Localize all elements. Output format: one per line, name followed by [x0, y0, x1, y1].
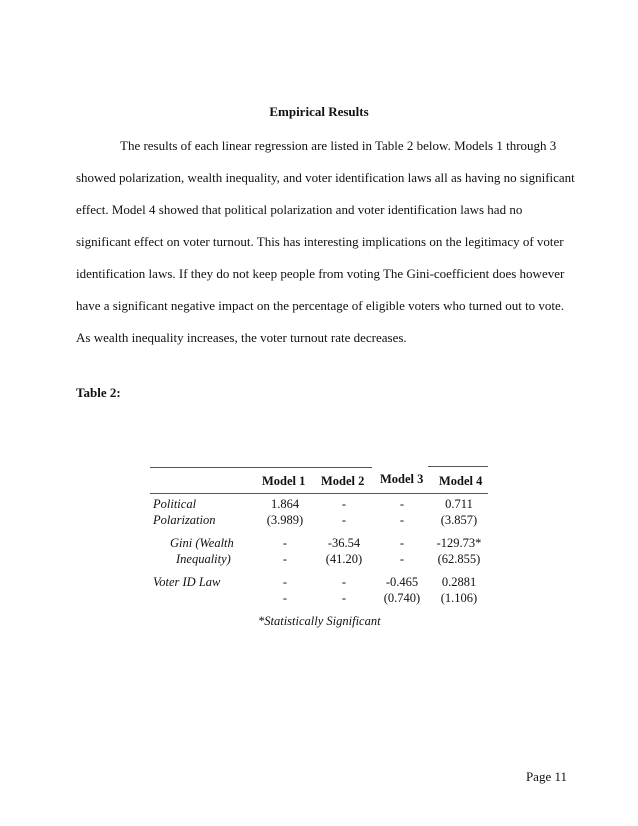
cell-se: (3.857) [440, 513, 478, 527]
column-header-model-3: Model 3 [380, 472, 424, 486]
section-heading: Empirical Results [269, 104, 369, 119]
cell-coef: - [399, 497, 405, 511]
row-label-voter-id: Voter ID Law [153, 575, 221, 589]
cell-se: - [399, 552, 405, 566]
cell-coef: -0.465 [385, 575, 419, 589]
table-label: Table 2: [76, 385, 121, 400]
cell-coef: - [341, 575, 347, 589]
cell-se: - [341, 513, 347, 527]
cell-coef: 0.2881 [441, 575, 477, 589]
cell-coef: 1.864 [270, 497, 300, 511]
table-top-rule-right [428, 466, 488, 467]
cell-se: (41.20) [325, 552, 363, 566]
row-label-political: Polarization [153, 513, 216, 527]
cell-se: - [341, 591, 347, 605]
cell-se: - [282, 552, 288, 566]
page-number: Page 11 [525, 769, 567, 784]
column-header-model-2: Model 2 [321, 474, 365, 488]
paragraph-line: showed polarization, wealth inequality, and voter identification laws all as having no significant [76, 170, 575, 185]
cell-se: - [282, 591, 288, 605]
paragraph-line: significant effect on voter turnout. This has interesting implications on the legitimacy of voter [76, 234, 564, 249]
table-header-rule [150, 493, 488, 494]
paragraph-line: The results of each linear regression are listed in Table 2 below. Models 1 through 3 [120, 138, 557, 153]
row-label-gini: Inequality) [176, 552, 231, 566]
cell-coef: - [282, 536, 288, 550]
paragraph-line: As wealth inequality increases, the voter turnout rate decreases. [76, 330, 407, 345]
paragraph-line: identification laws. If they do not keep people from voting The Gini-coefficient does however [76, 266, 565, 281]
cell-coef: -129.73* [436, 536, 482, 550]
paragraph-line: have a significant negative impact on the percentage of eligible voters who turned out to vote. [76, 298, 565, 313]
cell-coef: 0.711 [445, 497, 473, 511]
cell-coef: - [282, 575, 288, 589]
cell-coef: - [341, 497, 347, 511]
cell-se: (0.740) [383, 591, 421, 605]
cell-se: (1.106) [440, 591, 478, 605]
table-top-rule-left [150, 467, 372, 468]
cell-se: - [399, 513, 405, 527]
cell-se: (3.989) [266, 513, 304, 527]
significance-note: *Statistically Significant [258, 614, 381, 628]
cell-coef: -36.54 [327, 536, 361, 550]
column-header-model-4: Model 4 [439, 474, 483, 488]
column-header-model-1: Model 1 [262, 474, 306, 488]
row-label-gini: Gini (Wealth [170, 536, 234, 550]
cell-se: (62.855) [437, 552, 481, 566]
paragraph-line: effect. Model 4 showed that political polarization and voter identification laws had no [76, 202, 523, 217]
row-label-political: Political [153, 497, 197, 511]
cell-coef: - [399, 536, 405, 550]
